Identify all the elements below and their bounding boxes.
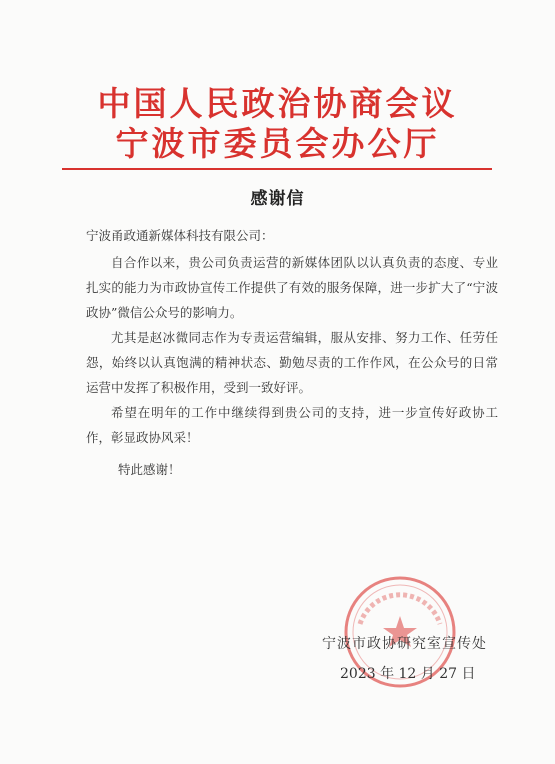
letterhead-line-2: 宁波市委员会办公厅 bbox=[115, 124, 440, 163]
letterhead-line-1: 中国人民政治协商会议 bbox=[97, 84, 458, 123]
signature-date: 2023 年 12 月 27 日 bbox=[340, 666, 476, 682]
letter-paragraph: 自合作以来，贵公司负责运营的新媒体团队以认真负责的态度、专业扎实的能力为市政协宣传工作提供了有效的服务保障，进一步扩大了“宁波政协”微信公众号的影响力。 bbox=[86, 255, 498, 320]
signature-organization: 宁波市政协研究室宣传处 bbox=[322, 636, 487, 652]
letter-closing: 特此感谢！ bbox=[118, 462, 181, 477]
letter-paragraph: 尤其是赵冰微同志作为专责运营编辑，服从安排、努力工作、任劳任怨，始终以认真饱满的精神状态、勤勉尽责的工作作风，在公众号的日常运营中发挥了积极作用，受到一致好评。 bbox=[86, 330, 498, 395]
letter-body bbox=[86, 250, 498, 450]
letter-paragraph: 希望在明年的工作中继续得到贵公司的支持，进一步宣传好政协工作，彰显政协风采！ bbox=[86, 405, 498, 445]
letter-salutation: 宁波甬政通新媒体科技有限公司： bbox=[86, 228, 274, 243]
letterhead-divider bbox=[62, 168, 492, 170]
letter-title: 感谢信 bbox=[250, 189, 305, 209]
